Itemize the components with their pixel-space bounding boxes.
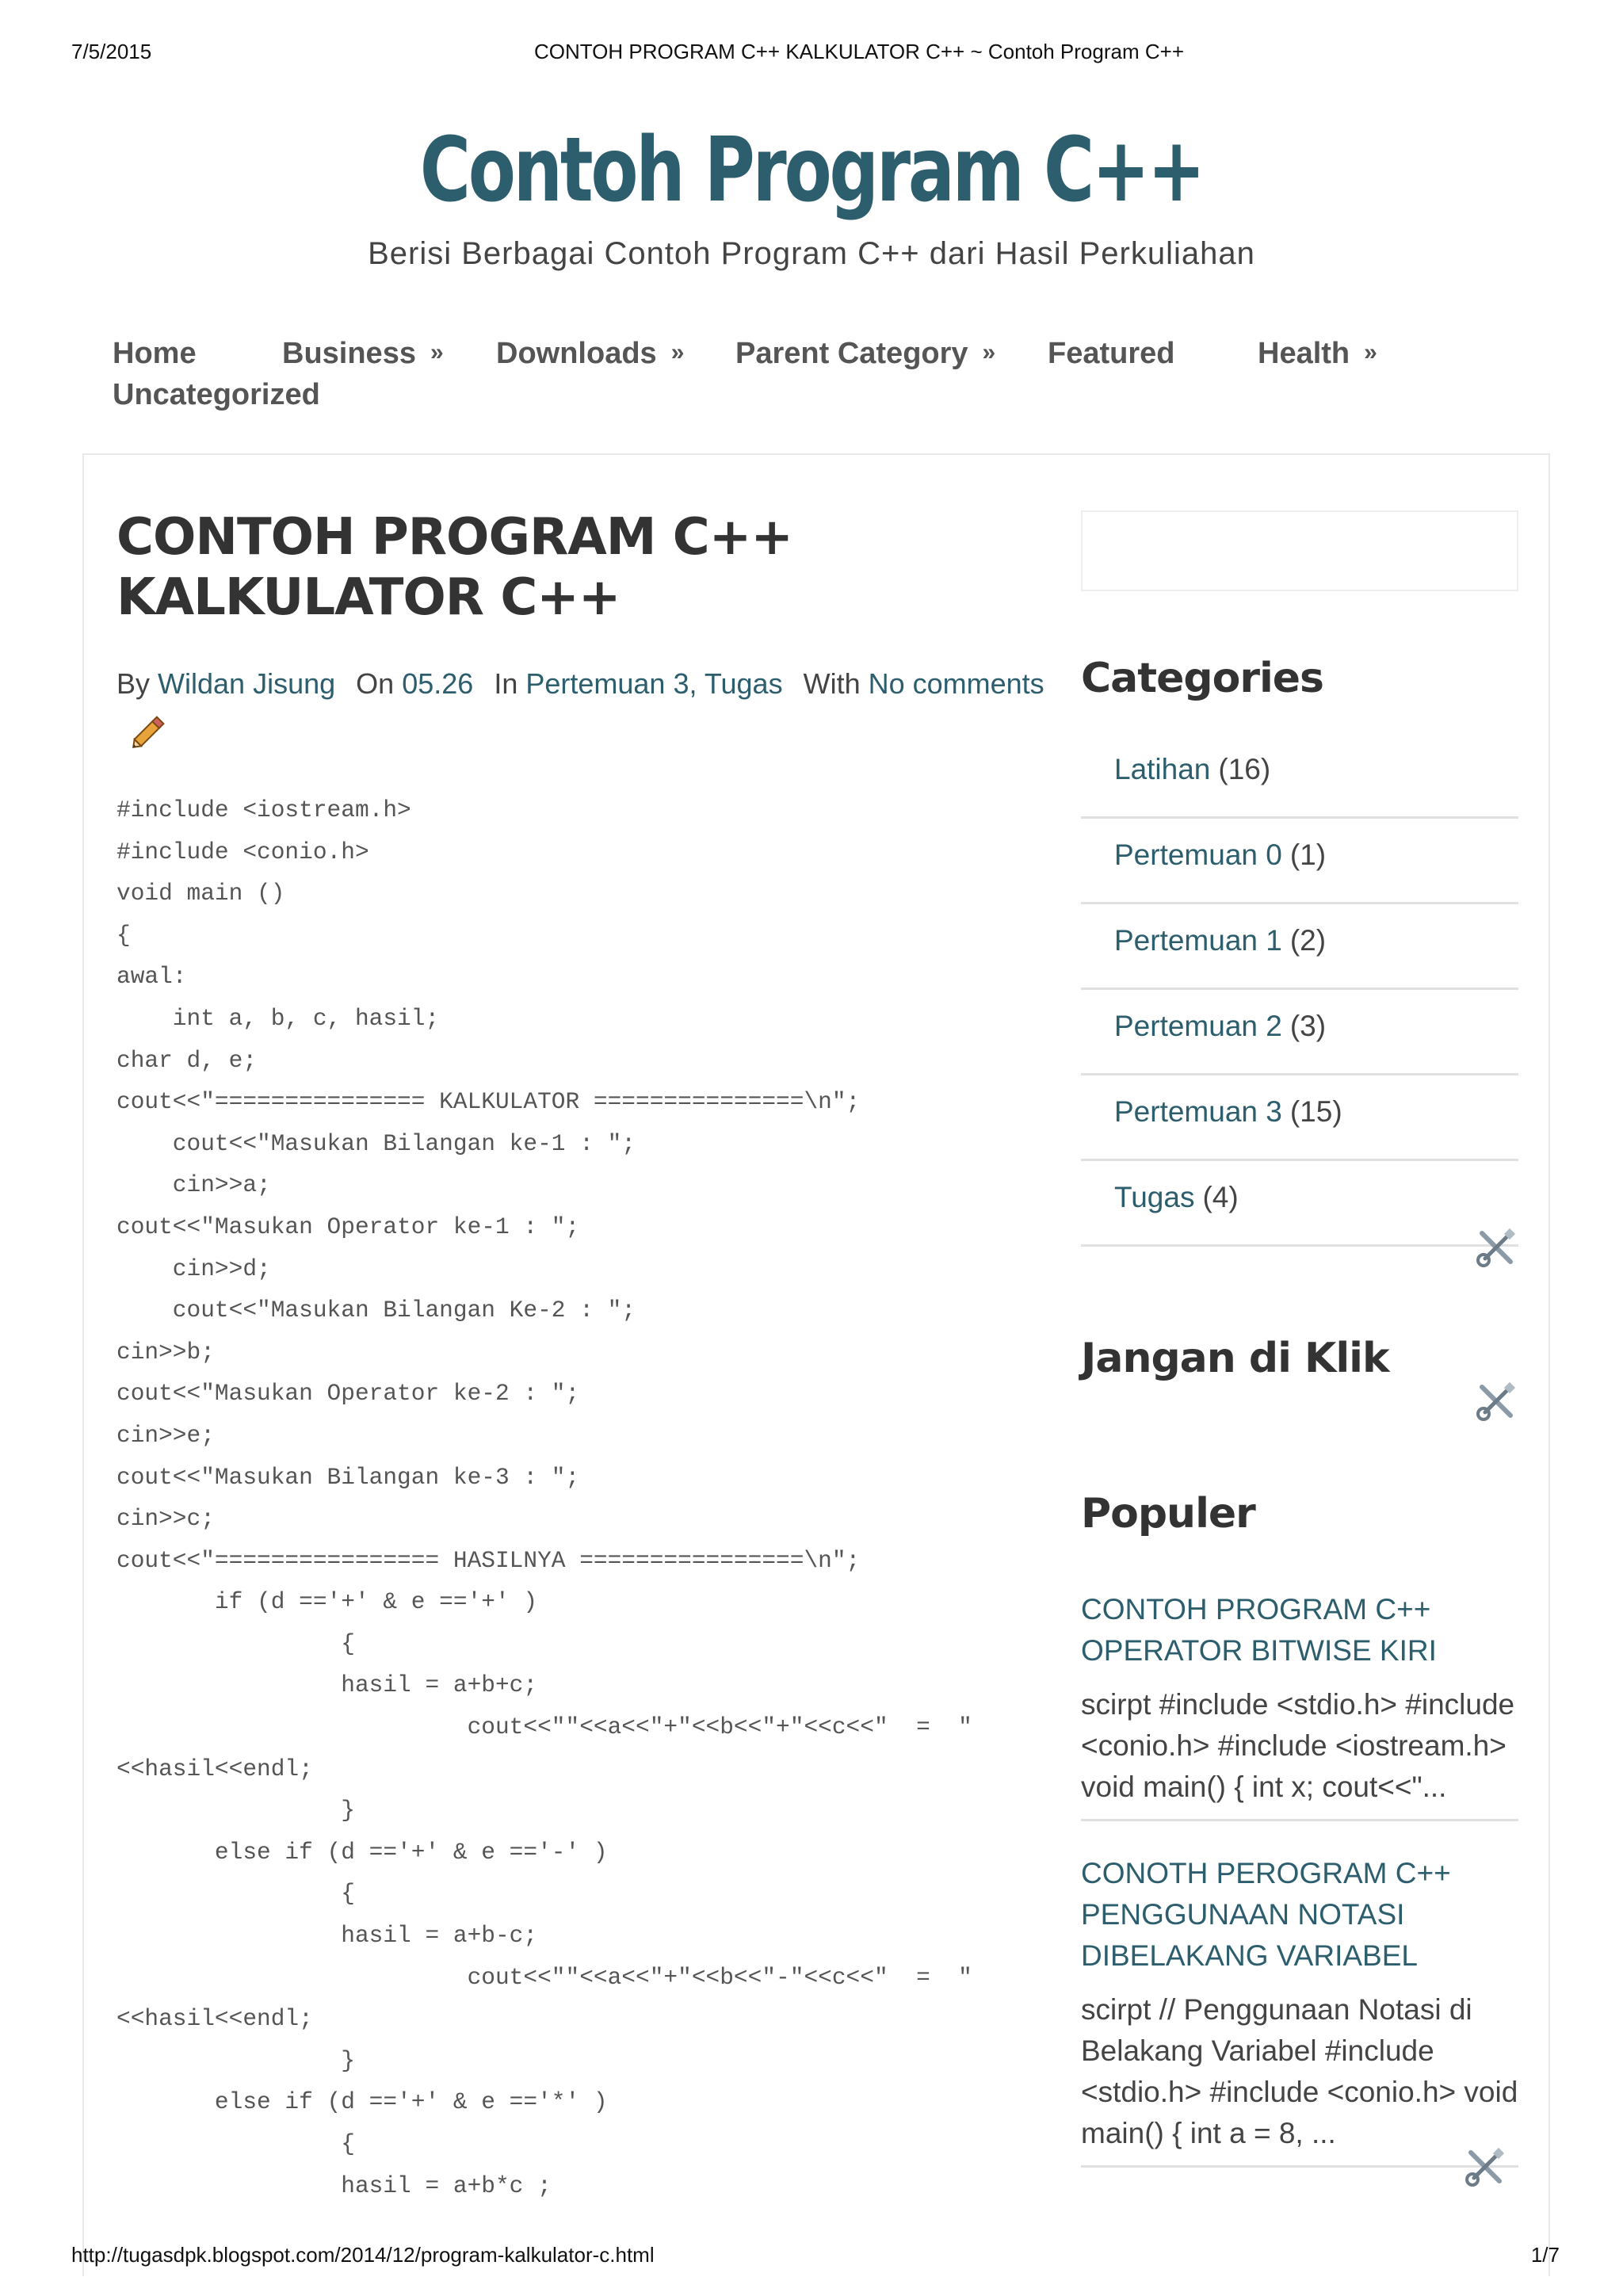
pencil-icon[interactable] [127, 709, 171, 754]
nav-parent-category-label: Parent Category [735, 337, 968, 370]
chevron-double-right-icon: » [430, 339, 444, 365]
meta-with-label: With [803, 667, 861, 700]
nav-home-label: Home [113, 337, 197, 370]
print-title: CONTOH PROGRAM C++ KALKULATOR C++ ~ Contoh Program C++ [533, 40, 1184, 63]
nav-business-label: Business [282, 337, 416, 370]
blog-title[interactable]: Contoh Program C++ [419, 119, 1204, 222]
nav-downloads[interactable] [496, 337, 684, 371]
code-block: #include <iostream.h> #include <conio.h> void main () { awal: int a, b, c, hasil; char d, e; cout<<"=============== KALKULATOR ===============\n"; cout<<"Masukan Bilangan ke-1 : "; cin>>a; cout<<"Masukan Operator ke-1 : "; cin>>d; cout<<"Masukan Bilangan Ke-2 : "; cin>>b; cout<<"Masukan Operator ke-2 : "; cin>>e; cout<<"Masukan Bilangan ke-3 : "; cin>>c; cout<<"================ HASILNYA ================\n"; if (d =='+' & e =='+' ) { hasil = a+b+c; cout<<""<<a<<"+"<<b<<"+"<<c<<" = " <<hasil<<endl; } else if (d =='+' & e =='-' ) { hasil = a+b-c; cout<<""<<a<<"+"<<b<<"-"<<c<<" = " <<hasil<<endl; } else if (d =='+' & e =='*' ) { hasil = a+b*c ; [116, 797, 972, 2199]
category-count: (15) [1289, 1095, 1342, 1128]
nav-health[interactable] [1258, 337, 1377, 371]
category-count: (4) [1202, 1181, 1239, 1213]
category-count: (1) [1289, 839, 1327, 871]
popular-post-item [1081, 1589, 1518, 1821]
popular-post-snippet: scirpt // Penggunaan Notasi di Belakang Variabel #include <stdio.h> #include <conio.h> void main() { int a = 8, ... [1081, 1993, 1518, 2149]
print-date: 7/5/2015 [71, 40, 152, 63]
nav-featured[interactable] [1048, 337, 1174, 371]
label-link-pertemuan-3[interactable]: Pertemuan 3 [525, 667, 689, 700]
popular-post-snippet: scirpt #include <stdio.h> #include <conio.h> #include <iostream.h> void main() { int x; cout<<"... [1081, 1688, 1515, 1803]
populer-title: Populer [1081, 1490, 1255, 1538]
wrench-screwdriver-icon[interactable] [1465, 2146, 1506, 2187]
nav-parent-category[interactable] [735, 337, 995, 371]
category-link[interactable]: Pertemuan 2 [1114, 1010, 1282, 1042]
post-title[interactable]: CONTOH PROGRAM C++ KALKULATOR C++ [116, 508, 792, 627]
nav-business[interactable] [282, 337, 444, 371]
label-link-tugas[interactable]: Tugas [704, 667, 783, 700]
popular-posts-list [1081, 1589, 1518, 2199]
post-time-link[interactable]: 05.26 [402, 667, 474, 700]
chevron-double-right-icon: » [670, 339, 685, 365]
category-item[interactable] [1081, 819, 1518, 904]
author-link[interactable]: Wildan Jisung [158, 667, 336, 700]
print-url: http://tugasdpk.blogspot.com/2014/12/program-kalkulator-c.html [71, 2243, 655, 2267]
category-link[interactable]: Latihan [1114, 753, 1211, 785]
comments-link[interactable]: No comments [868, 667, 1044, 700]
categories-list [1081, 733, 1518, 1247]
categories-title: Categories [1081, 655, 1324, 702]
label-separator: , [689, 667, 697, 700]
post-meta [116, 667, 1044, 701]
category-link[interactable]: Pertemuan 3 [1114, 1095, 1282, 1128]
category-count: (16) [1218, 753, 1271, 785]
wrench-screwdriver-icon[interactable] [1476, 1227, 1517, 1268]
meta-in-label: In [494, 667, 518, 700]
blog-description: Berisi Berbagai Contoh Program C++ dari Hasil Perkuliahan [368, 236, 1255, 271]
nav-uncategorized[interactable] [113, 378, 320, 412]
print-page-number: 1/7 [1530, 2243, 1560, 2267]
category-count: (3) [1289, 1010, 1327, 1042]
category-item[interactable] [1081, 990, 1518, 1075]
sidebar-search-box[interactable] [1081, 510, 1518, 591]
wrench-screwdriver-icon[interactable] [1476, 1381, 1517, 1422]
category-link[interactable]: Pertemuan 1 [1114, 924, 1282, 957]
print-footer [0, 2243, 1623, 2270]
category-item[interactable] [1081, 733, 1518, 819]
chevron-double-right-icon: » [1364, 339, 1377, 365]
popular-post-item [1081, 1853, 1518, 2168]
category-item[interactable] [1081, 1075, 1518, 1161]
popular-post-title-link[interactable]: CONOTH PEROGRAM C++ PENGGUNAAN NOTASI DIBELAKANG VARIABEL [1081, 1857, 1451, 1972]
meta-on-label: On [356, 667, 395, 700]
nav-home[interactable] [113, 337, 197, 371]
nav-downloads-label: Downloads [496, 337, 657, 370]
nav-featured-label: Featured [1048, 337, 1175, 370]
nav-health-label: Health [1258, 337, 1350, 370]
category-link[interactable]: Tugas [1114, 1181, 1195, 1213]
meta-by-label: By [116, 667, 151, 700]
category-link[interactable]: Pertemuan 0 [1114, 839, 1282, 871]
nav-uncategorized-label: Uncategorized [113, 378, 320, 411]
jangan-di-klik-title: Jangan di Klik [1081, 1335, 1389, 1382]
print-header [0, 40, 1623, 67]
category-count: (2) [1289, 924, 1327, 957]
chevron-double-right-icon: » [982, 339, 996, 365]
category-item[interactable] [1081, 1161, 1518, 1247]
category-item[interactable] [1081, 904, 1518, 990]
popular-post-title-link[interactable]: CONTOH PROGRAM C++ OPERATOR BITWISE KIRI [1081, 1593, 1437, 1667]
